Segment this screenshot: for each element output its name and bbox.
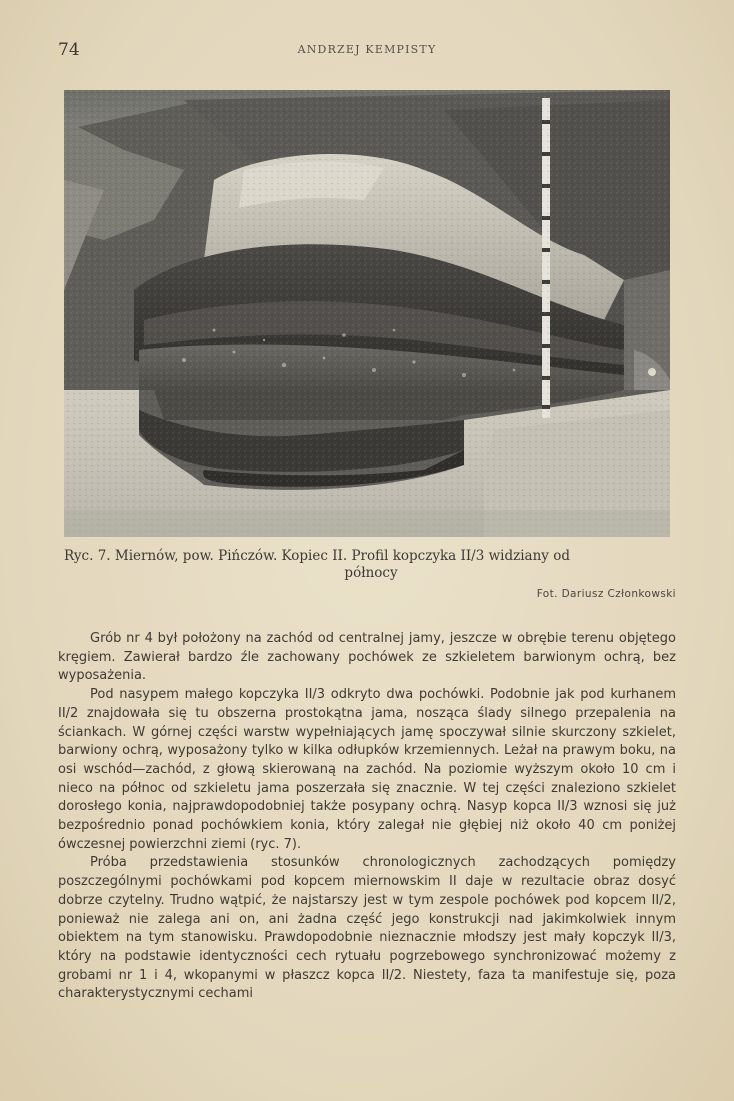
page-header (58, 40, 676, 64)
running-head: ANDRZEJ KEMPISTY (297, 43, 437, 56)
caption-line-2: północy (344, 565, 398, 581)
paragraph-mound-ii-3: Pod nasypem małego kopczyka II/3 odkryto dwa pochówki. Podobnie jak pod kurhanem II/2 znajdowała się tu obszerna prostokątna jama, nosząca ślady silnego przepalenia na ściankach. W górnej części warstw wypełniających jamę spoczywał silnie skurczony szkielet, barwiony ochrą, wyposażony tylko w kilka odłupków krzemiennych. Leżał na prawym boku, na osi wschód—zachód, z głową skierowaną na zachód. Na poziomie wyższym około 10 cm i nieco na północ od szkieletu jama poszerzała się znacznie. W tej części znaleziono szkielet dorosłego konia, najprawdopodobniej także posypany ochrą. Nasyp kopca II/3 wznosi się już bezpośrednio ponad pochówkiem konia, który zalegał nie głębiej niż około 40 cm poniżej ówczesnej powierzchni ziemi (ryc. 7). (58, 687, 676, 852)
photo-credit: Fot. Dariusz Członkowski (536, 588, 676, 600)
caption-line-1: Ryc. 7. Miernów, pow. Pińczów. Kopiec II. Profil kopczyka II/3 widziany od (64, 548, 570, 564)
figure-photo (64, 90, 670, 537)
body-text (58, 630, 676, 1004)
paragraph-grave-4: Grób nr 4 był położony na zachód od centralnej jamy, jeszcze w obrębie terenu objętego kręgiem. Zawierał bardzo źle zachowany pochówek ze szkieletem barwionym ochrą, bez wyposażenia. (58, 631, 676, 684)
figure-caption (64, 548, 678, 582)
page-number: 74 (58, 40, 80, 60)
excavation-profile-photo (64, 90, 670, 537)
paragraph-chronology: Próba przedstawienia stosunków chronologicznych zachodzących pomiędzy poszczególnymi pochówkami pod kopcem miernowskim II daje w rezultacie obraz dosyć dobrze czytelny. Trudno wątpić, że najstarszy jest w tym zespole pochówek pod kopcem II/2, ponieważ nie zalega ani on, ani żadna część jego konstrukcji nad jakimkolwiek innym obiektem na tym stanowisku. Prawdopodobnie nieznacznie młodszy jest mały kopczyk II/3, który na podstawie identyczności cech rytuału pogrzebowego synchronizować możemy z grobami nr 1 i 4, wkopanymi w płaszcz kopca II/2. Niestety, faza ta manifestuje się, poza charakterystycznymi cechami (58, 855, 676, 1002)
